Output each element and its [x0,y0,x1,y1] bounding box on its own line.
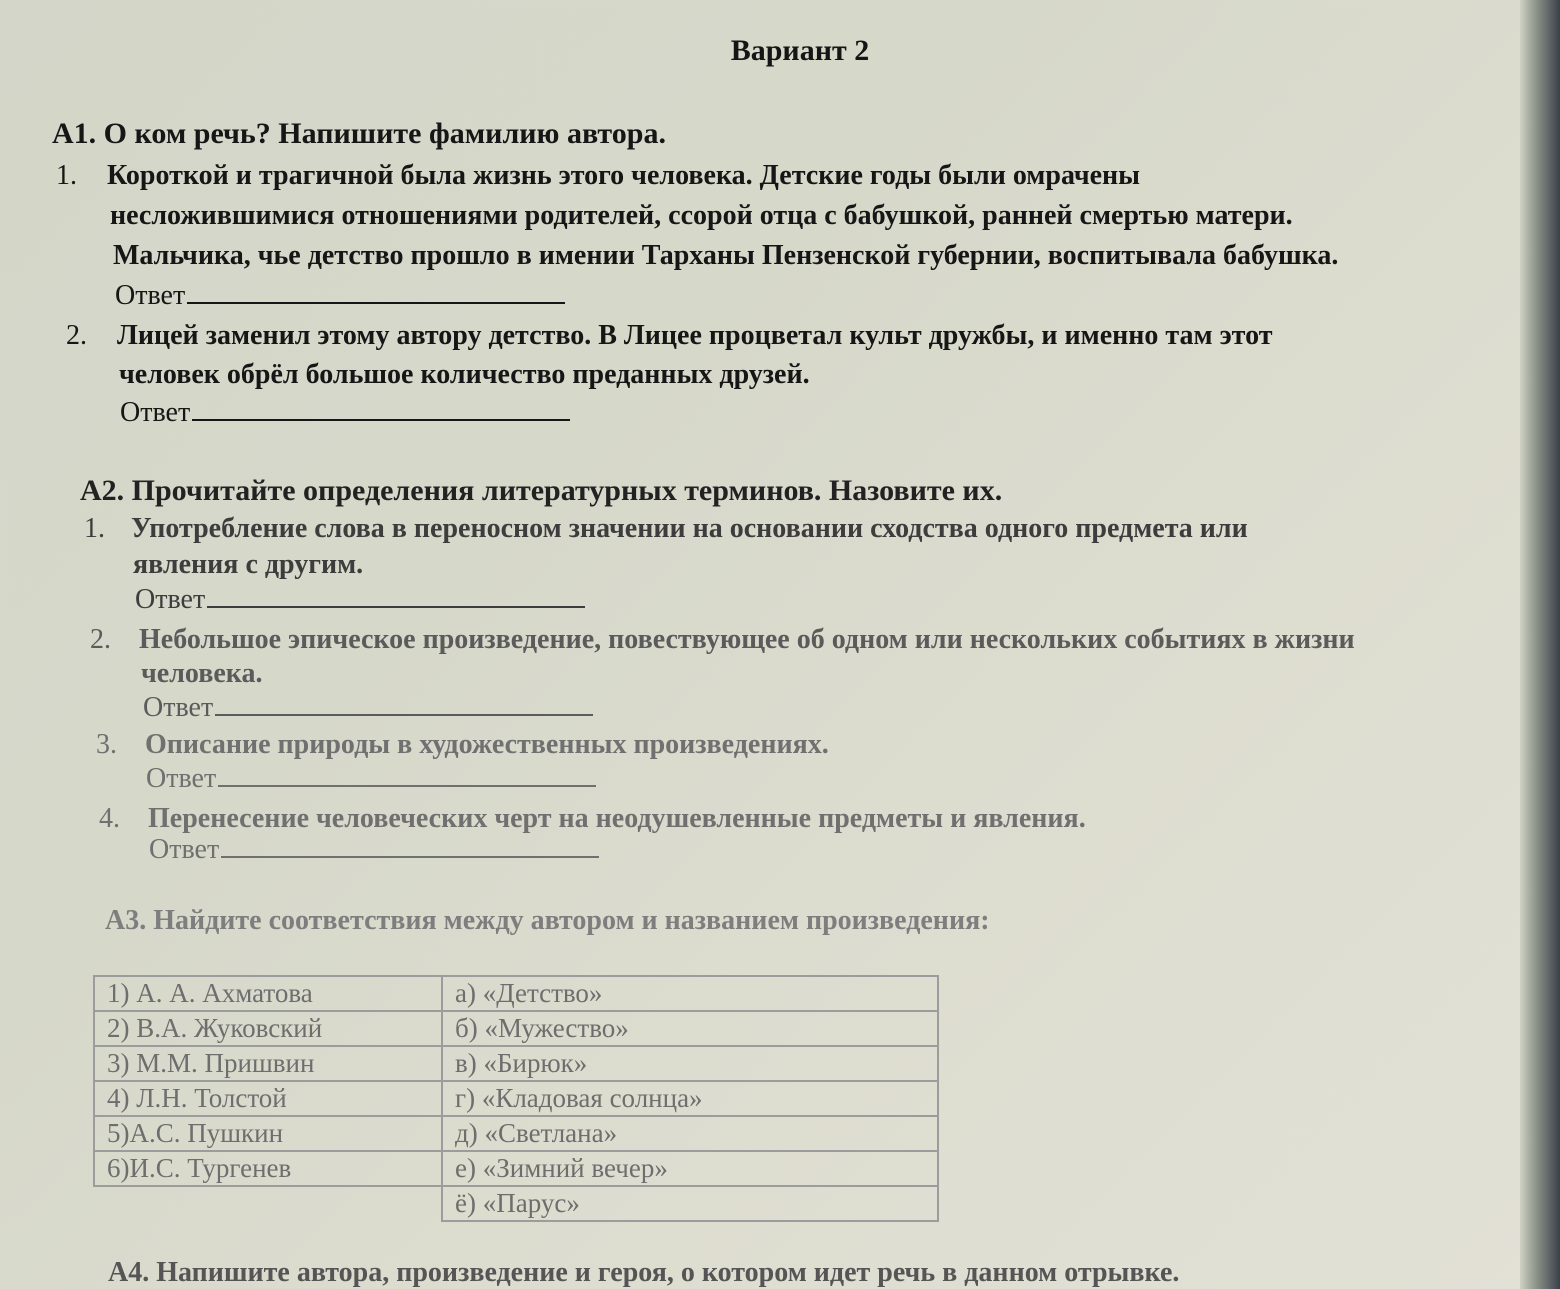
answer-label: Ответ [149,834,220,865]
a1-question-1-number: 1. [56,160,77,191]
section-a1-heading: А1. О ком речь? Напишите фамилию автора. [52,117,666,150]
author-cell: 4) Л.Н. Толстой [94,1081,442,1116]
author-cell: 6)И.С. Тургенев [94,1151,442,1186]
answer-label: Ответ [146,763,217,794]
answer-label: Ответ [143,692,214,723]
a2-question-4-number: 4. [99,803,120,834]
a2-question-3-number: 3. [96,729,117,760]
a1-question-1-line-2: несложившимися отношениями родителей, ссорой отца с бабушкой, ранней смертью матери. [110,200,1293,231]
a2-question-4-line-1: Перенесение человеческих черт на неодушевленные предметы и явления. [148,803,1086,834]
a1-question-1-line-3: Мальчика, чье детство прошло в имении Тарханы Пензенской губернии, воспитывала бабушка. [113,240,1339,271]
table-row [94,1046,938,1081]
work-cell: в) «Бирюк» [442,1046,938,1081]
a1-question-2-number: 2. [66,320,87,351]
work-cell: ё) «Парус» [442,1186,938,1221]
a2-question-3-answer[interactable] [146,763,596,795]
answer-line[interactable] [187,282,565,304]
answer-label: Ответ [135,584,206,615]
a1-question-2-line-1: Лицей заменил этому автору детство. В Лицее процветал культ дружбы, и именно там этот [117,320,1273,351]
table-row [94,1081,938,1116]
a1-question-1-line-1: Короткой и трагичной была жизнь этого человека. Детские годы были омрачены [107,160,1141,191]
work-cell: д) «Светлана» [442,1116,938,1151]
a2-question-3-line-1: Описание природы в художественных произведениях. [145,729,829,760]
table-row [94,1186,938,1221]
work-cell: е) «Зимний вечер» [442,1151,938,1186]
answer-line[interactable] [221,836,599,858]
author-cell: 1) А. А. Ахматова [94,976,442,1011]
work-cell: а) «Детство» [442,976,938,1011]
a2-question-1-line-2: явления с другим. [133,549,364,580]
table-row [94,976,938,1011]
a2-question-2-line-1: Небольшое эпическое произведение, повествующее об одном или нескольких событиях в жизни [139,624,1355,655]
page-title: Вариант 2 [730,34,870,67]
answer-line[interactable] [215,694,593,716]
a2-question-1-answer[interactable] [135,584,585,616]
table-row [94,1151,938,1186]
work-cell: б) «Мужество» [442,1011,938,1046]
a1-question-2-line-2: человек обрёл большое количество преданных друзей. [119,359,810,390]
work-cell: г) «Кладовая солнца» [442,1081,938,1116]
matching-table [93,975,939,1222]
answer-line[interactable] [218,765,596,787]
empty-cell [94,1186,442,1221]
a1-question-2-answer[interactable] [120,397,570,429]
answer-line[interactable] [207,586,585,608]
a2-question-2-answer[interactable] [143,692,593,724]
table-row [94,1011,938,1046]
section-a4-heading: А4. Напишите автора, произведение и героя, о котором идет речь в данном отрывке. [108,1257,1180,1288]
a1-question-1-answer[interactable] [115,280,565,312]
a2-question-2-line-2: человека. [141,658,263,689]
section-a2-heading: А2. Прочитайте определения литературных терминов. Назовите их. [80,474,1003,507]
a2-question-1-line-1: Употребление слова в переносном значении на основании сходства одного предмета или [131,513,1248,544]
author-cell: 2) В.А. Жуковский [94,1011,442,1046]
answer-label: Ответ [115,280,186,311]
table-row [94,1116,938,1151]
a2-question-2-number: 2. [90,624,111,655]
monitor-edge [1520,0,1560,1289]
author-cell: 5)А.С. Пушкин [94,1116,442,1151]
author-cell: 3) М.М. Пришвин [94,1046,442,1081]
answer-label: Ответ [120,397,191,428]
a2-question-4-answer[interactable] [149,834,599,866]
a2-question-1-number: 1. [84,513,105,544]
answer-line[interactable] [192,399,570,421]
section-a3-heading: А3. Найдите соответствия между автором и названием произведения: [105,905,990,936]
